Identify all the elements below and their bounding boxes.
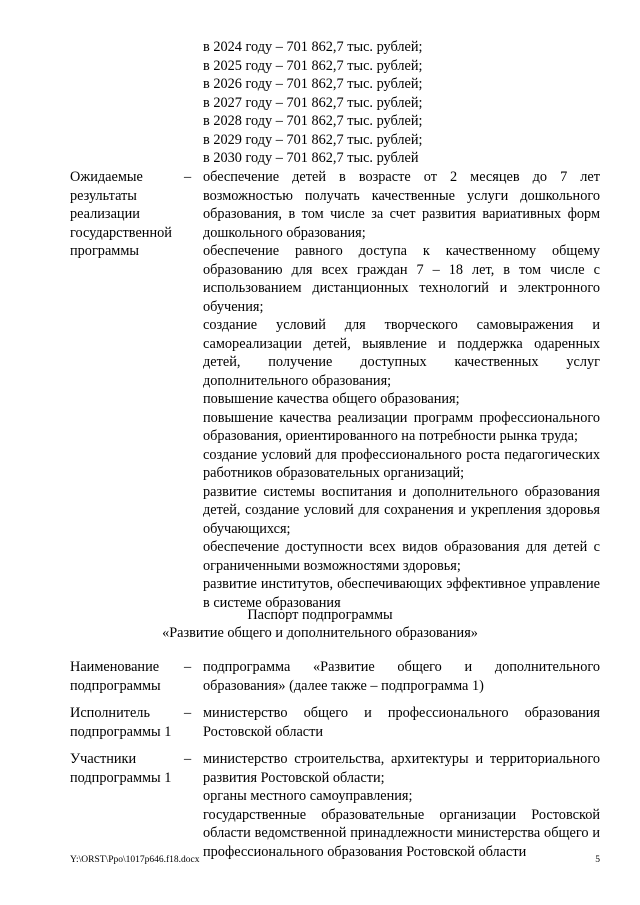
financing-line: в 2030 году – 701 862,7 тыс. рублей bbox=[203, 150, 419, 166]
subprogram-name-label: Наименование подпрограммы bbox=[70, 659, 161, 694]
participant-item: государственные образовательные организации Ростовской области ведомственной принадлежности министерства общего и профессионального образования Ростовской области bbox=[203, 806, 600, 860]
expected-results-label: Ожидаемые результаты реализации государственной программы bbox=[70, 169, 172, 259]
footer-page-number: 5 bbox=[595, 855, 600, 865]
result-item: создание условий для творческого самовыражения и самореализации детей, выявление и поддержка одаренных детей, получение доступных качественных услуг дополнительного образования; bbox=[203, 317, 600, 389]
subprogram-passport-title: Паспорт подпрограммы bbox=[247, 607, 393, 623]
result-item: обеспечение равного доступа к качественному общему образованию для всех граждан 7 – 18 лет, в том числе с использованием дистанционных технологий и электронного обучения; bbox=[203, 243, 600, 315]
participant-item: министерство строительства, архитектуры и территориального развития Ростовской области; bbox=[203, 751, 600, 786]
result-item: развитие системы воспитания и дополнительного образования детей, создание условий для сохранения и укрепления здоровья обучающихся; bbox=[203, 483, 600, 537]
footer-file-path: Y:\ORST\Ppo\1017p646.f18.docx bbox=[70, 855, 200, 865]
dash-separator: – bbox=[184, 705, 192, 721]
subprogram-participants-content bbox=[203, 750, 600, 861]
expected-results-content bbox=[203, 168, 600, 612]
result-item: создание условий для профессионального роста педагогических работников образовательных организаций; bbox=[203, 446, 600, 481]
subprogram-executor-content: министерство общего и профессионального образования Ростовской области bbox=[203, 705, 600, 740]
subprogram-passport-subtitle: «Развитие общего и дополнительного образования» bbox=[162, 625, 478, 641]
dash-separator: – bbox=[184, 169, 192, 185]
financing-line: в 2029 году – 701 862,7 тыс. рублей; bbox=[203, 131, 423, 148]
result-item: повышение качества реализации программ профессионального образования, ориентированного на потребности рынка труда; bbox=[203, 409, 600, 444]
result-item: повышение качества общего образования; bbox=[203, 391, 460, 407]
financing-line: в 2024 году – 701 862,7 тыс. рублей; bbox=[203, 39, 423, 55]
result-item: обеспечение доступности всех видов образования для детей с ограниченными возможностями здоровья; bbox=[203, 539, 600, 574]
result-item: развитие институтов, обеспечивающих эффективное управление в системе образования bbox=[203, 576, 600, 611]
dash-separator: – bbox=[184, 751, 192, 767]
subprogram-participants-label: Участники подпрограммы 1 bbox=[70, 751, 172, 786]
financing-by-year-list bbox=[203, 38, 603, 168]
financing-line: в 2026 году – 701 862,7 тыс. рублей; bbox=[203, 76, 423, 92]
financing-line: в 2025 году – 701 862,7 тыс. рублей; bbox=[203, 57, 423, 74]
result-item: обеспечение детей в возрасте от 2 месяцев до 7 лет возможностью получать качественные услуги дошкольного образования, в том числе за счет развития вариативных форм дошкольного образования; bbox=[203, 169, 600, 241]
subprogram-executor-label: Исполнитель подпрограммы 1 bbox=[70, 705, 172, 740]
participant-item: органы местного самоуправления; bbox=[203, 788, 413, 804]
subprogram-name-content: подпрограмма «Развитие общего и дополнительного образования» (далее также – подпрограмма 1) bbox=[203, 659, 600, 694]
dash-separator: – bbox=[184, 659, 192, 675]
financing-line: в 2028 году – 701 862,7 тыс. рублей; bbox=[203, 113, 423, 129]
financing-line: в 2027 году – 701 862,7 тыс. рублей; bbox=[203, 94, 423, 111]
